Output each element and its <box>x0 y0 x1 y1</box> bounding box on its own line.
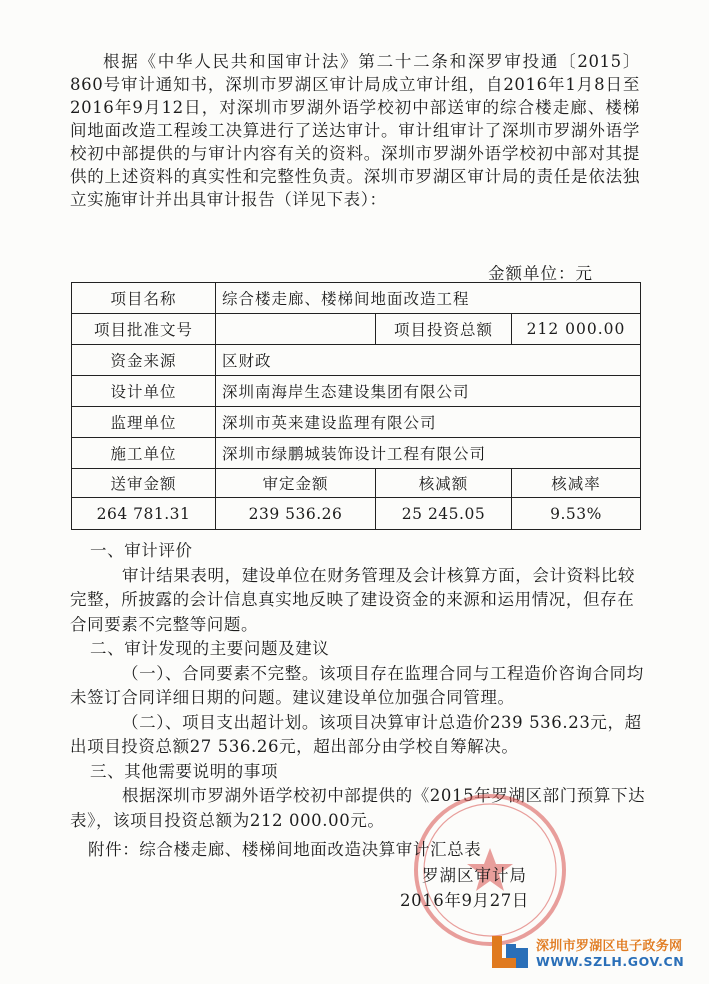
site-watermark <box>488 930 703 974</box>
table-row <box>72 438 641 469</box>
other-matters-paragraph: 根据深圳市罗湖外语学校初中部提供的《2015年罗湖区部门预算下达表》，该项目投资总额为212 000.00元。 <box>70 786 646 830</box>
amount-unit-label: 金额单位：元 <box>488 264 593 283</box>
watermark-site-url: WWW.SZLH.GOV.CN <box>536 954 685 969</box>
investment-value: 212 000.00 <box>512 314 641 345</box>
construction-value: 深圳市绿鹏城装饰设计工程有限公司 <box>216 438 641 469</box>
audit-summary-table <box>71 282 641 530</box>
design-value: 深圳南海岸生态建设集团有限公司 <box>216 376 641 407</box>
finding-overspend-paragraph: （二）、项目支出超计划。该项目决算审计总造价239 536.23元，超出项目投资总额27 536.26元，超出部分由学校自筹解决。 <box>70 712 642 756</box>
finding-contract-paragraph: （一）、合同要素不完整。该项目存在监理合同与工程造价咨询合同均未签订合同详细日期的问题。建议建设单位加强合同管理。 <box>70 663 644 707</box>
reduction-rate-header: 核减率 <box>512 469 641 498</box>
table-row <box>72 407 641 438</box>
supervision-value: 深圳市英来建设监理有限公司 <box>216 407 641 438</box>
section-heading-findings: 二、审计发现的主要问题及建议 <box>90 639 330 658</box>
table-row <box>72 314 641 345</box>
fund-label: 资金来源 <box>72 345 216 376</box>
submitted-amount-value: 264 781.31 <box>72 498 216 530</box>
design-label: 设计单位 <box>72 376 216 407</box>
signature-date: 2016年9月27日 <box>400 891 529 910</box>
table-row <box>72 376 641 407</box>
table-row <box>72 345 641 376</box>
report-body <box>70 539 650 833</box>
reduction-rate-value: 9.53% <box>512 498 641 530</box>
intro-paragraph: 根据《中华人民共和国审计法》第二十二条和深罗审投通〔2015〕860号审计通知书，深圳市罗湖区审计局成立审计组，自2016年1月8日至2016年9月12日，对深圳市罗湖外语学校初中部送审的综合楼走廊、楼梯间地面改造工程竣工决算进行了送达审计。审计组审计了深圳市罗湖外语学校初中部提供的与审计内容有关的资料。深圳市罗湖外语学校初中部对其提供的上述资料的真实性和完整性负责。深圳市罗湖区审计局的责任是依法独立实施审计并出具审计报告（详见下表）： <box>70 52 640 209</box>
table-row <box>72 498 641 530</box>
section-heading-other: 三、其他需要说明的事项 <box>90 761 279 781</box>
construction-label: 施工单位 <box>72 438 216 469</box>
submitted-amount-header: 送审金额 <box>72 469 216 498</box>
project-name-value: 综合楼走廊、楼梯间地面改造工程 <box>216 283 641 314</box>
attachment-note: 附件：综合楼走廊、楼梯间地面改造决算审计汇总表 <box>88 840 482 859</box>
approval-value <box>216 314 376 345</box>
project-name-label: 项目名称 <box>72 283 216 314</box>
evaluation-paragraph: 审计结果表明，建设单位在财务管理及会计核算方面，会计资料比较完整，所披露的会计信息真实地反映了建设资金的来源和运用情况，但存在合同要素不完整等问题。 <box>70 565 635 634</box>
szlh-logo-icon <box>488 930 532 974</box>
investment-label: 项目投资总额 <box>376 314 512 345</box>
approved-amount-header: 审定金额 <box>216 469 376 498</box>
approval-label: 项目批准文号 <box>72 314 216 345</box>
signature-organization: 罗湖区审计局 <box>422 866 527 885</box>
reduction-amount-value: 25 245.05 <box>376 498 512 530</box>
watermark-site-name: 深圳市罗湖区电子政务网 <box>536 939 683 954</box>
approved-amount-value: 239 536.26 <box>216 498 376 530</box>
fund-value: 区财政 <box>216 345 641 376</box>
supervision-label: 监理单位 <box>72 407 216 438</box>
section-heading-evaluation: 一、审计评价 <box>90 541 193 560</box>
reduction-amount-header: 核减额 <box>376 469 512 498</box>
table-row <box>72 469 641 498</box>
table-row <box>72 283 641 314</box>
